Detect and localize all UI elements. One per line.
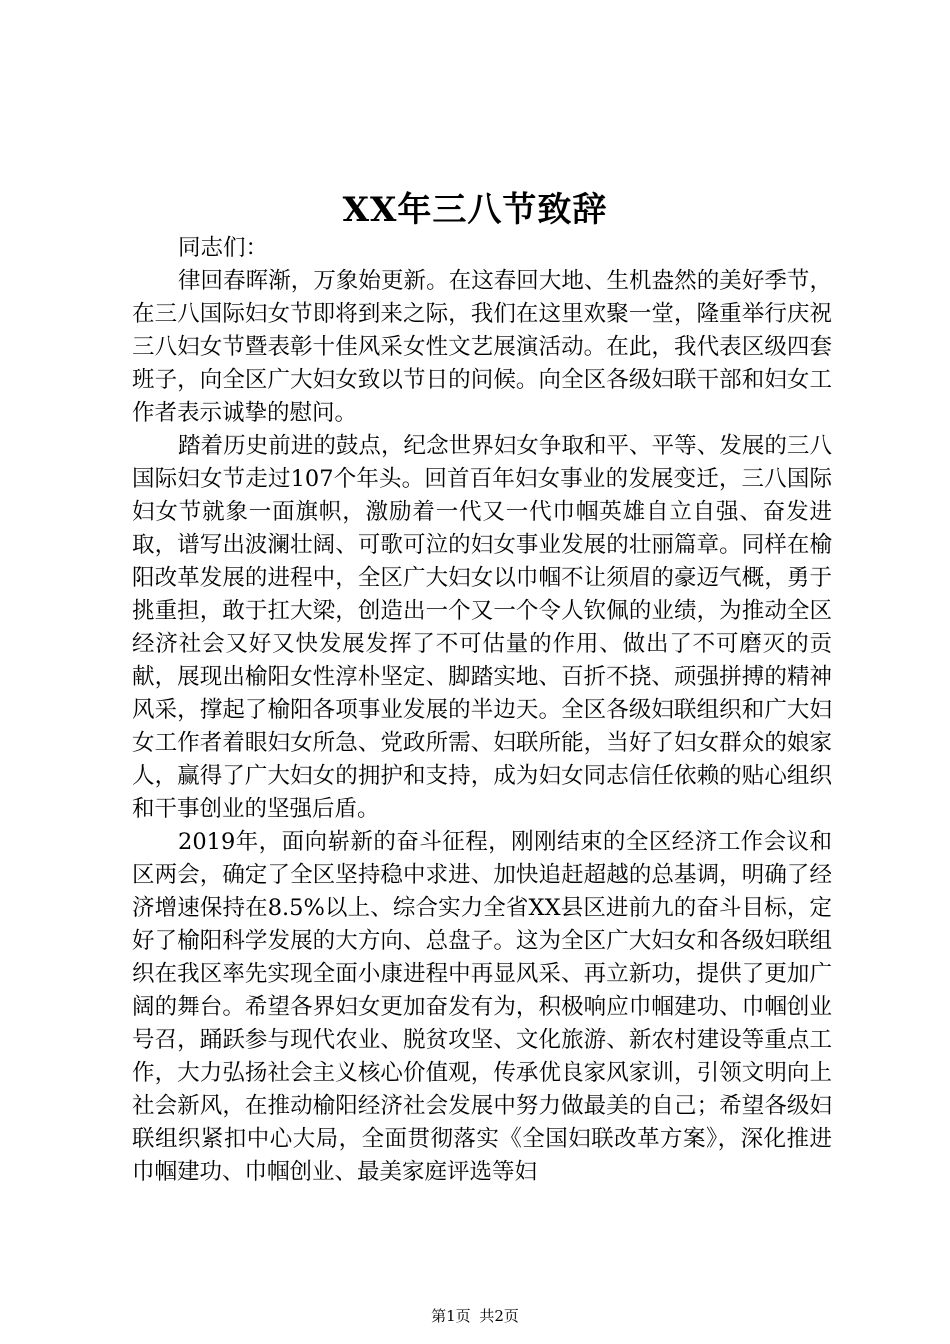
document-body xyxy=(132,232,832,1189)
salutation: 同志们： xyxy=(178,235,269,261)
paragraph: 踏着历史前进的鼓点，纪念世界妇女争取和平、平等、发展的三八国际妇女节走过107个年头。回首百年妇女事业的发展变迁，三八国际妇女节就象一面旗帜，激励着一代又一代巾帼英雄自立自强、奋发进取，谱写出波澜壮阔、可歌可泣的妇女事业发展的壮丽篇章。同样在榆阳改革发展的进程中，全区广大妇女以巾帼不让须眉的豪迈气概，勇于挑重担，敢于扛大梁，创造出一个又一个令人钦佩的业绩，为推动全区经济社会又好又快发展发挥了不可估量的作用、做出了不可磨灭的贡献，展现出榆阳女性淳朴坚定、脚踏实地、百折不挠、顽强拼搏的精神风采，撑起了榆阳各项事业发展的半边天。全区各级妇联组织和广大妇女工作者着眼妇女所急、党政所需、妇联所能，当好了妇女群众的娘家人，赢得了广大妇女的拥护和支持，成为妇女同志信任依赖的贴心组织和干事创业的坚强后盾。 xyxy=(132,433,832,822)
document-title: XX年三八节致辞 xyxy=(342,190,608,230)
page-footer xyxy=(0,1306,950,1326)
paragraph: 律回春晖渐，万象始更新。在这春回大地、生机盎然的美好季节，在三八国际妇女节即将到来之际，我们在这里欢聚一堂，隆重举行庆祝三八妇女节暨表彰十佳风采女性文艺展演活动。在此，我代表区级四套班子，向全区广大妇女致以节日的问候。向全区各级妇联干部和妇女工作者表示诚挚的慰问。 xyxy=(132,268,832,426)
page-total: 共2页 xyxy=(479,1307,519,1325)
paragraph: 2019年，面向崭新的奋斗征程，刚刚结束的全区经济工作会议和区两会，确定了全区坚持稳中求进、加快追赶超越的总基调，明确了经济增速保持在8.5%以上、综合实力全省XX县区进前九的奋斗目标，定好了榆阳科学发展的大方向、总盘子。这为全区广大妇女和各级妇联组织在我区率先实现全面小康进程中再显风采、再立新功，提供了更加广阔的舞台。希望各界妇女更加奋发有为，积极响应巾帼建功、巾帼创业号召，踊跃参与现代农业、脱贫攻坚、文化旅游、新农村建设等重点工作，大力弘扬社会主义核心价值观，传承优良家风家训，引领文明向上社会新风，在推动榆阳经济社会发展中努力做最美的自己；希望各级妇联组织紧扣中心大局，全面贯彻落实《全国妇联改革方案》，深化推进巾帼建功、巾帼创业、最美家庭评选等妇 xyxy=(132,829,832,1185)
page-number: 第1页 xyxy=(431,1307,471,1325)
